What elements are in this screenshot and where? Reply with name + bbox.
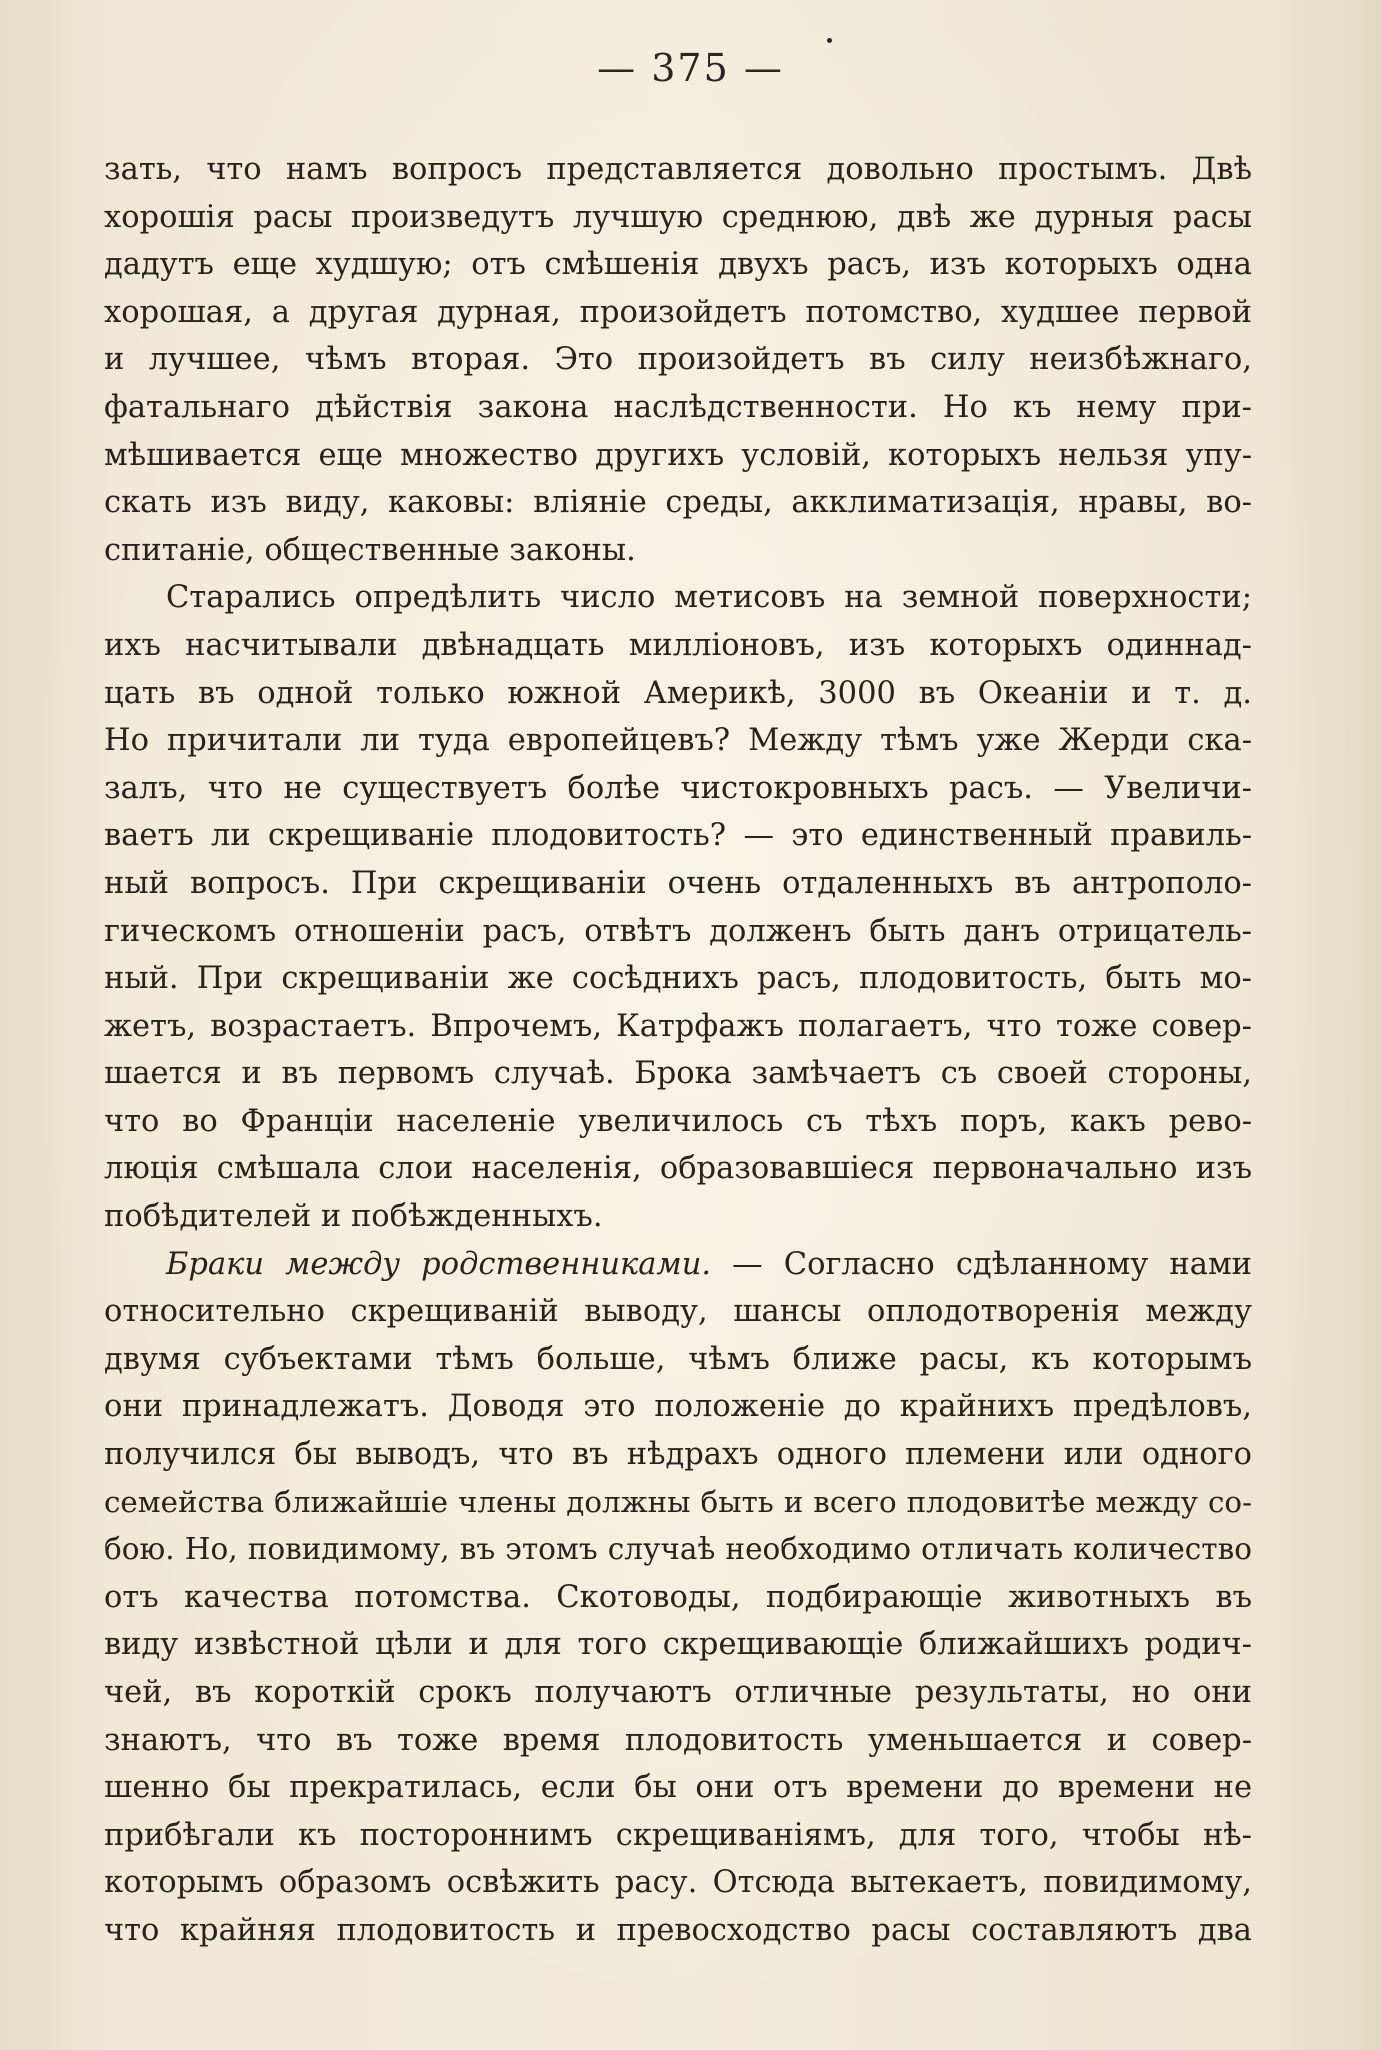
- text-line: чей, въ короткій срокъ получаютъ отличные результаты, но они: [104, 1675, 1252, 1710]
- text-line: дадутъ еще худшую; отъ смѣшенія двухъ расъ, изъ которыхъ одна: [104, 247, 1252, 283]
- text-line: бою. Но, повидимому, въ этомъ случаѣ необходимо отличать количество: [104, 1532, 1252, 1567]
- text-line: шенно бы прекратилась, если бы они отъ времени до времени не: [104, 1770, 1252, 1806]
- text-line: Но причитали ли туда европейцевъ? Между тѣмъ уже Жерди ска-: [104, 723, 1252, 759]
- ink-speck: [827, 38, 832, 43]
- text-line: люція смѣшала слои населенія, образовавшіеся первоначально изъ: [104, 1151, 1252, 1187]
- text-line: гическомъ отношеніи расъ, отвѣтъ долженъ быть данъ отрицатель-: [104, 913, 1252, 949]
- text-line: жетъ, возрастаетъ. Впрочемъ, Катрфажъ полагаетъ, что тоже совер-: [104, 1008, 1252, 1044]
- text-line: виду извѣстной цѣли и для того скрещивающіе ближайшихъ родич-: [104, 1627, 1252, 1663]
- text-line: отъ качества потомства. Скотоводы, подбирающіе животныхъ въ: [104, 1579, 1252, 1615]
- text-line: побѣдителей и побѣжденныхъ.: [104, 1199, 603, 1235]
- text-line: ный. При скрещиваніи же сосѣднихъ расъ, плодовитость, быть мо-: [104, 961, 1252, 997]
- page-number: — 375 —: [597, 46, 784, 90]
- text-line: относительно скрещиваній выводу, шансы оплодотворенія между: [104, 1294, 1252, 1330]
- text-line: залъ, что не существуетъ болѣе чистокровныхъ расъ. — Увеличи-: [104, 770, 1252, 806]
- text-line: семейства ближайшіе члены должны быть и всего плодовитѣе между со-: [104, 1484, 1252, 1519]
- paragraph: [104, 574, 1252, 1240]
- text-line: что во Франціи населеніе увеличилось съ тѣхъ поръ, какъ рево-: [104, 1103, 1252, 1139]
- paragraph: [104, 1241, 1252, 1955]
- text-run: — Согласно сдѣланному нами: [711, 1246, 1252, 1282]
- text-line: хорошая, а другая дурная, произойдетъ потомство, худшее первой: [104, 294, 1252, 330]
- text-line: они принадлежатъ. Доводя это положеніе до крайнихъ предѣловъ,: [104, 1389, 1252, 1425]
- text-line: Старались опредѣлить число метисовъ на земной поверхности;: [166, 580, 1252, 616]
- body-text: [104, 146, 1252, 1955]
- italic-heading: Браки между родственниками.: [166, 1246, 712, 1282]
- text-line: и лучшее, чѣмъ вторая. Это произойдетъ въ силу неизбѣжнаго,: [104, 342, 1252, 378]
- text-line: ный вопросъ. При скрещиваніи очень отдаленныхъ въ антрополо-: [104, 865, 1252, 901]
- text-line: цать въ одной только южной Америкѣ, 3000 въ Океаніи и т. д.: [104, 675, 1252, 711]
- text-line: получился бы выводъ, что въ нѣдрахъ одного племени или одного: [104, 1437, 1252, 1473]
- text-line: мѣшивается еще множество другихъ условій, которыхъ нельзя упу-: [104, 437, 1252, 473]
- text-line: шается и въ первомъ случаѣ. Брока замѣчаетъ съ своей стороны,: [104, 1056, 1252, 1092]
- text-line: хорошія расы произведутъ лучшую среднюю, двѣ же дурныя расы: [104, 199, 1252, 235]
- text-line: зать, что намъ вопросъ представляется довольно простымъ. Двѣ: [104, 152, 1252, 187]
- text-line: двумя субъектами тѣмъ больше, чѣмъ ближе расы, къ которымъ: [104, 1341, 1252, 1377]
- text-line: ихъ насчитывали двѣнадцать милліоновъ, изъ которыхъ одиннад-: [104, 627, 1252, 663]
- text-line: прибѣгали къ постороннимъ скрещиваніямъ, для того, чтобы нѣ-: [104, 1817, 1252, 1853]
- text-line: знаютъ, что въ тоже время плодовитость уменьшается и совер-: [104, 1722, 1252, 1758]
- text-line: ваетъ ли скрещиваніе плодовитость? — это единственный правиль-: [104, 818, 1252, 854]
- paragraph: [104, 146, 1252, 574]
- text-line: что крайняя плодовитость и превосходство расы составляютъ два: [104, 1912, 1252, 1948]
- text-line: которымъ образомъ освѣжить расу. Отсюда вытекаетъ, повидимому,: [104, 1865, 1252, 1901]
- text-line: [104, 1241, 1252, 1289]
- text-line: спитаніе, общественные законы.: [104, 532, 636, 568]
- text-line: фатальнаго дѣйствія закона наслѣдственности. Но къ нему при-: [104, 389, 1252, 425]
- text-line: скать изъ виду, каковы: вліяніе среды, акклиматизація, нравы, во-: [104, 485, 1252, 521]
